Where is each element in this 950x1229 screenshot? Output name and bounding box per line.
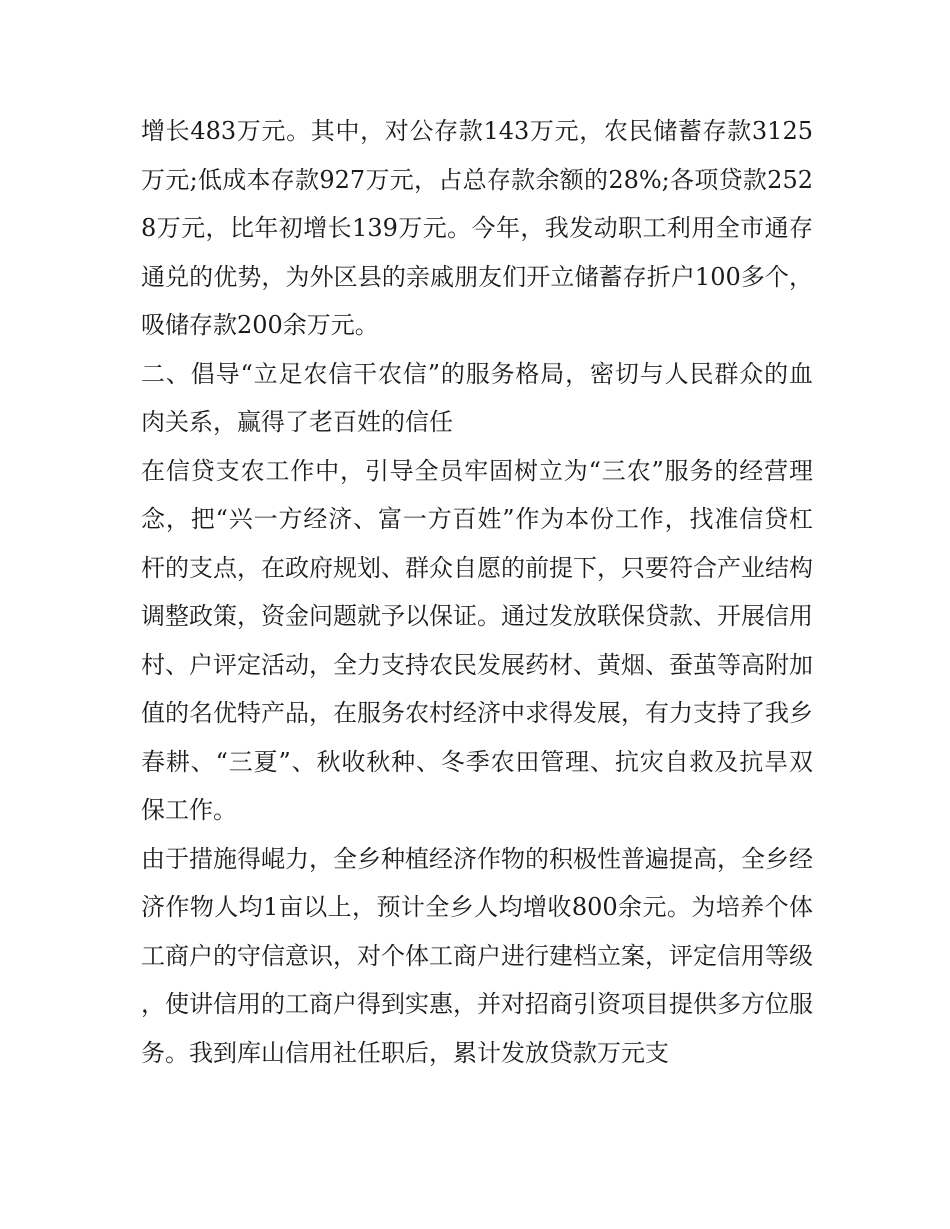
paragraph-deposit-summary: 增长483万元。其中，对公存款143万元，农民储蓄存款3125万元;低成本存款927万元，占总存款余额的28%;各项贷款2528万元，比年初增长139万元。今年，我发动职工利用全市通存通兑的优势，为外区县的亲戚朋友们开立储蓄存折户100多个，吸储存款200余万元。 (141, 117, 813, 339)
paragraph-results: 由于措施得崐力，全乡种植经济作物的积极性普遍提高，全乡经济作物人均1亩以上，预计全乡人均增收800余元。为培养个体工商户的守信意识，对个体工商户进行建档立案，评定信用等级，使讲信用的工商户得到实惠，并对招商引资项目提供多方位服务。我到库山信用社任职后，累计发放贷款万元支 (141, 844, 813, 1067)
section-heading-service: 二、倡导“立足农信干农信”的服务格局，密切与人民群众的血肉关系，赢得了老百姓的信任 (141, 359, 813, 436)
paragraph-credit-support: 在信贷支农工作中，引导全员牢固树立为“三农”服务的经营理念，把“兴一方经济、富一方百姓”作为本份工作，找准信贷杠杆的支点，在政府规划、群众自愿的前提下，只要符合产业结构调整政策，资金问题就予以保证。通过发放联保贷款、开展信用村、户评定活动，全力支持农民发展药材、黄烟、蚕茧等高附加值的名优特产品，在服务农村经济中求得发展，有力支持了我乡春耕、“三夏”、秋收秋种、冬季农田管理、抗灾自救及抗旱双保工作。 (141, 456, 813, 824)
document-body (141, 107, 813, 1077)
